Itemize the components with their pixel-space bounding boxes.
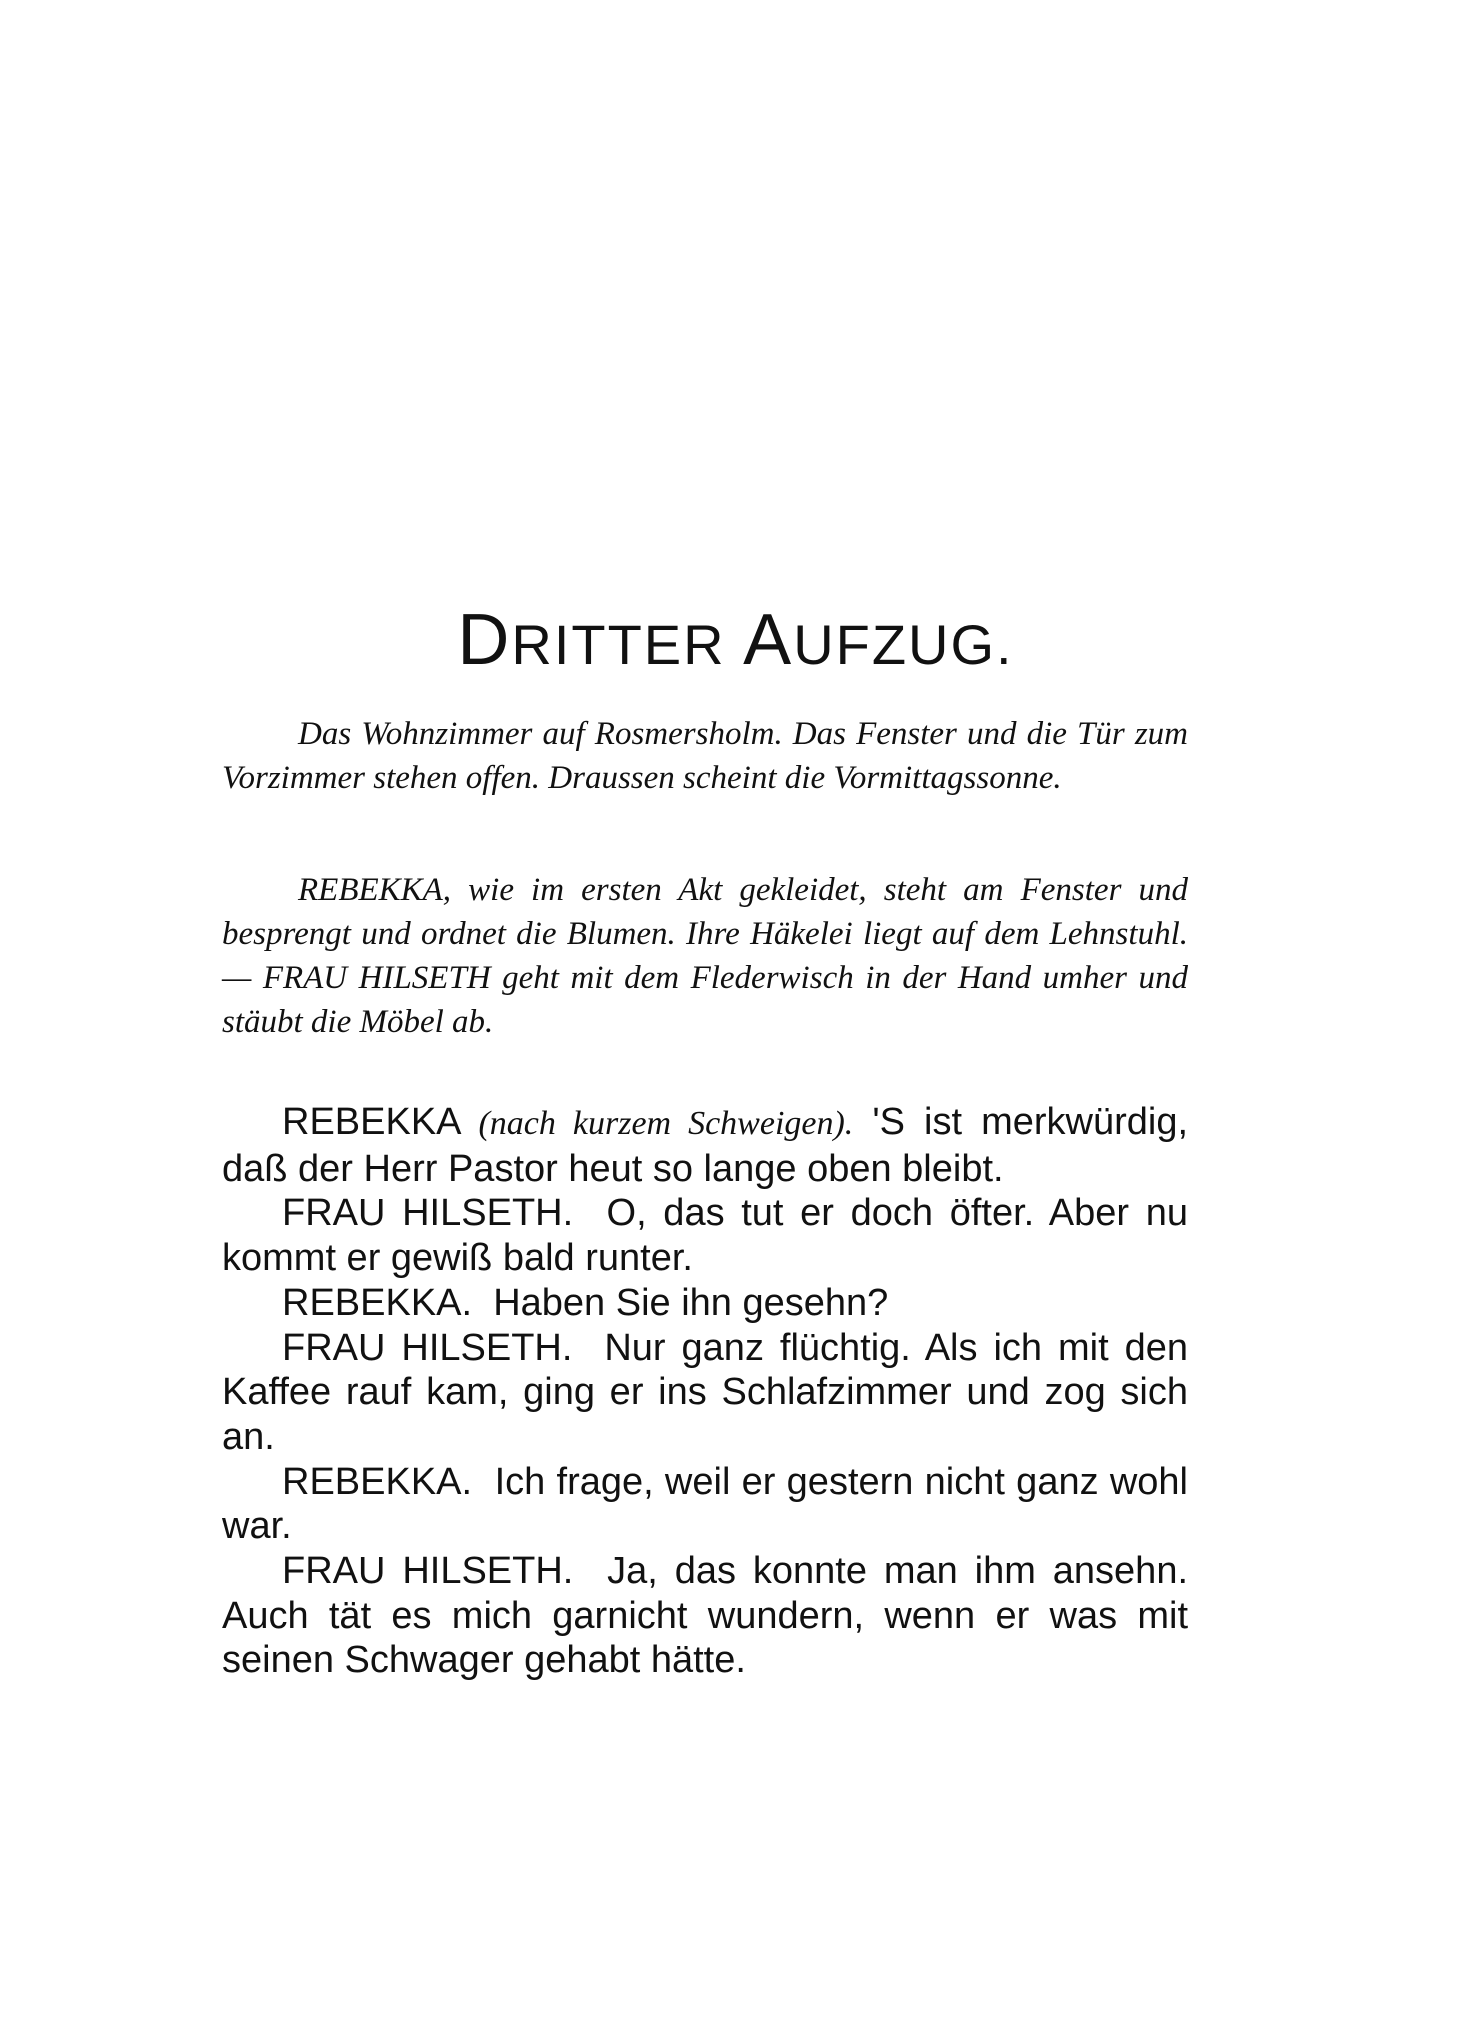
dialogue-line	[222, 1460, 1188, 1549]
act-heading	[0, 600, 1471, 685]
speaker-direction: (nach kurzem Schweigen).	[478, 1105, 854, 1142]
speaker-name: REBEKKA	[282, 1101, 460, 1143]
speaker-name: FRAU HILSETH.	[282, 1550, 574, 1593]
stage-direction-paragraph: REBEKKA, wie im ersten Akt gekleidet, steht am Fenster und besprengt und ordnet die Blumen. Ihre Häkelei liegt auf dem Lehnstuhl. — FRAU HILSETH geht mit dem Flederwisch in der Hand umher und stäubt die Möbel ab.	[222, 872, 1188, 1040]
heading-word-2-rest: UFZUG.	[793, 613, 1014, 676]
speaker-name: FRAU HILSETH.	[282, 1192, 574, 1235]
spoken-text: O, das tut er doch öfter. Aber nu kommt er gewiß bald runter.	[222, 1192, 1188, 1280]
speaker-name: REBEKKA.	[282, 1281, 473, 1324]
spoken-text: Ich frage, weil er gestern nicht ganz wohl war.	[222, 1460, 1188, 1548]
heading-word-1-rest: RITTER	[511, 613, 726, 676]
dialogue-line	[222, 1326, 1188, 1460]
dialogue-line	[222, 1191, 1188, 1280]
stage-direction-setting	[222, 712, 1188, 800]
dialogue-block	[222, 1100, 1188, 1683]
spoken-text: Nur ganz flüchtig. Als ich mit den Kaffee rauf kam, ging er ins Schlafzimmer und zog sich an.	[222, 1326, 1188, 1458]
spoken-text: Ja, das konnte man ihm ansehn. Auch tät es mich garnicht wundern, wenn er was mit seinen Schwager gehabt hätte.	[222, 1550, 1189, 1682]
dialogue-line	[222, 1281, 1188, 1326]
speaker-name: FRAU HILSETH.	[282, 1326, 573, 1369]
speaker-name: REBEKKA.	[282, 1460, 473, 1503]
spoken-text: Haben Sie ihn gesehn?	[493, 1281, 889, 1324]
stage-direction-paragraph: Das Wohnzimmer auf Rosmersholm. Das Fenster und die Tür zum Vorzimmer stehen offen. Draussen scheint die Vormittagssonne.	[222, 716, 1188, 796]
heading-initial-1: D	[457, 600, 512, 680]
stage-direction-characters	[222, 868, 1188, 1044]
dialogue-line	[222, 1549, 1188, 1683]
dialogue-line	[222, 1100, 1188, 1191]
heading-initial-2: A	[743, 600, 794, 680]
spoken-text: 'S ist merkwürdig, daß der Herr Pastor heut so lange oben bleibt.	[222, 1101, 1189, 1190]
